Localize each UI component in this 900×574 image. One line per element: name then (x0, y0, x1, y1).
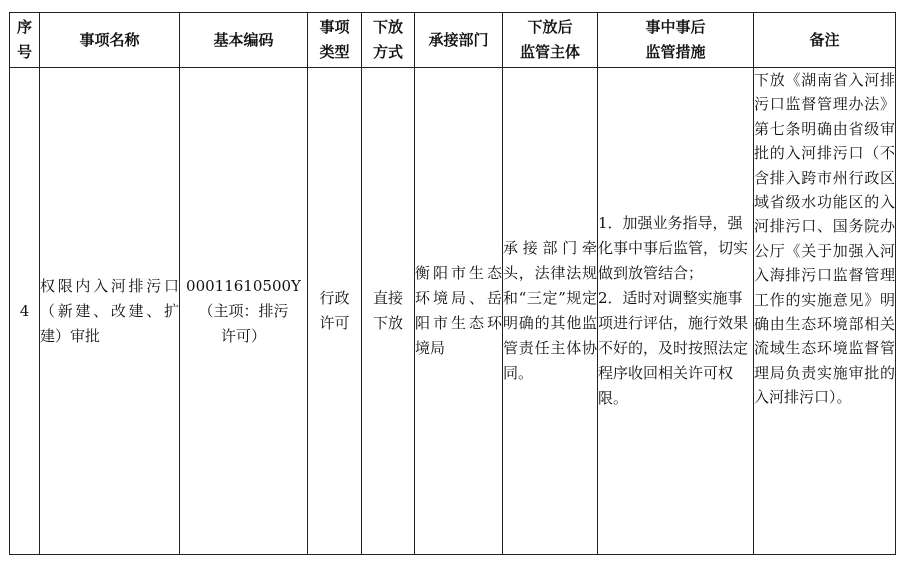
matters-table (9, 12, 896, 555)
cell-code: 00011610500Y （主项：排污 许可） (180, 68, 308, 555)
header-supervisor: 下放后 监管主体 (503, 13, 598, 68)
cell-measures (598, 68, 754, 555)
header-mode: 下放 方式 (362, 13, 415, 68)
cell-type: 行政 许可 (308, 68, 362, 555)
header-row (10, 13, 896, 68)
measure-item-1: 1．加强业务指导，强化事中事后监管，切实做到放管结合； (598, 214, 749, 282)
cell-mode: 直接 下放 (362, 68, 415, 555)
cell-note: 下放《湖南省入河排污口监督管理办法》第七条明确由省级审批的入河排污口（不含排入跨市州行政区域省级水功能区的入河排污口、国务院办公厅《关于加强入河入海排污口监督管理工作的实施意见》明确由生态环境部相关流域生态环境监督管理局负责实施审批的入河排污口）。 (754, 68, 896, 555)
measure-item-2: 2．适时对调整实施事项进行评估，施行效果不好的，及时按照法定程序收回相关许可权限。 (598, 289, 749, 407)
header-code: 基本编码 (180, 13, 308, 68)
cell-supervisor: 承接部门牵头，法律法规和“三定”规定明确的其他监管责任主体协同。 (503, 68, 598, 555)
table-row (10, 68, 896, 555)
header-type: 事项 类型 (308, 13, 362, 68)
cell-name: 权限内入河排污口（新建、改建、扩建）审批 (40, 68, 180, 555)
header-seq: 序 号 (10, 13, 40, 68)
cell-seq: 4 (10, 68, 40, 555)
header-name: 事项名称 (40, 13, 180, 68)
header-department: 承接部门 (415, 13, 503, 68)
header-measures: 事中事后 监管措施 (598, 13, 754, 68)
header-note: 备注 (754, 13, 896, 68)
cell-department: 衡阳市生态环境局、岳阳市生态环境局 (415, 68, 503, 555)
